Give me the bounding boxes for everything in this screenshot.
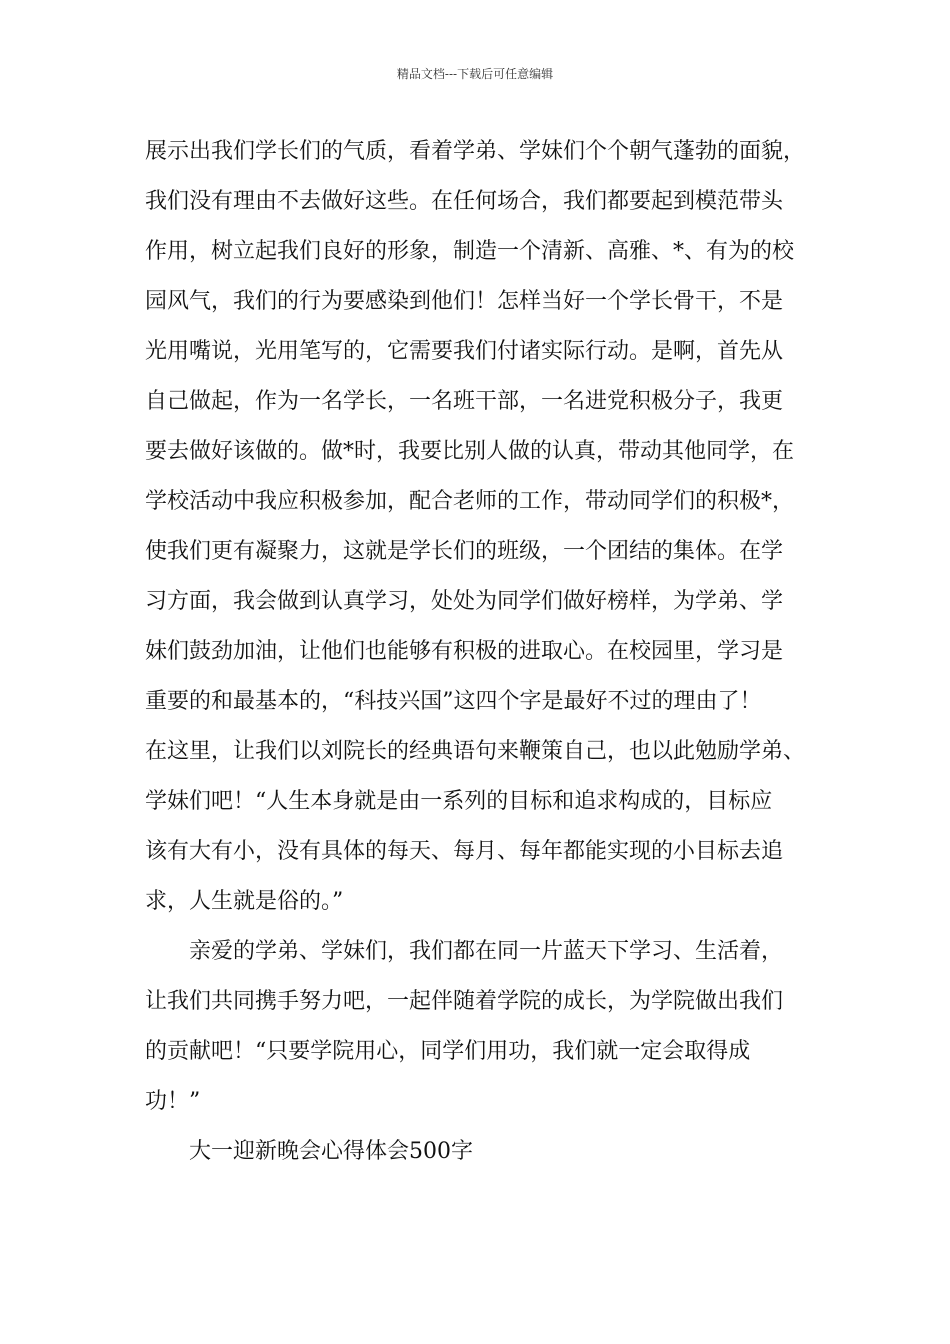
body-line: 让我们共同携手努力吧，一起伴随着学院的成长，为学院做出我们: [145, 989, 784, 1014]
body-line: 妹们鼓劲加油，让他们也能够有积极的进取心。在校园里，学习是: [145, 639, 784, 664]
page-header: 精品文档---下载后可任意编辑: [396, 67, 554, 81]
body-line: 学妹们吧！“人生本身就是由一系列的目标和追求构成的，目标应: [145, 789, 773, 814]
body-line: 使我们更有凝聚力，这就是学长们的班级，一个团结的集体。在学: [145, 539, 784, 564]
body-line: 园风气，我们的行为要感染到他们！怎样当好一个学长骨干，不是: [145, 289, 784, 314]
body-line: 要去做好该做的。做*时，我要比别人做的认真，带动其他同学，在: [145, 439, 795, 464]
body-line: 功！”: [145, 1089, 201, 1114]
body-line: 该有大有小，没有具体的每天、每月、每年都能实现的小目标去追: [145, 839, 784, 864]
body-line: 学校活动中我应积极参加，配合老师的工作，带动同学们的积极*，: [145, 489, 795, 514]
document-body: [145, 127, 835, 1177]
section-heading: 大一迎新晚会心得体会500字: [189, 1139, 473, 1164]
body-line: 亲爱的学弟、学妹们，我们都在同一片蓝天下学习、生活着，: [189, 939, 784, 964]
body-line: 作用，树立起我们良好的形象，制造一个清新、高雅、*、有为的校: [145, 239, 795, 264]
body-line: 光用嘴说，光用笔写的，它需要我们付诸实际行动。是啊，首先从: [145, 339, 784, 364]
body-line: 习方面，我会做到认真学习，处处为同学们做好榜样，为学弟、学: [145, 589, 784, 614]
body-line: 我们没有理由不去做好这些。在任何场合，我们都要起到模范带头: [145, 189, 784, 214]
body-line: 求，人生就是俗的。”: [145, 889, 344, 914]
body-line: 展示出我们学长们的气质，看着学弟、学妹们个个朝气蓬勃的面貌，: [145, 139, 806, 164]
body-line: 在这里，让我们以刘院长的经典语句来鞭策自己，也以此勉励学弟、: [145, 739, 806, 764]
body-line: 的贡献吧！“只要学院用心，同学们用功，我们就一定会取得成: [145, 1039, 751, 1064]
body-line: 重要的和最基本的，“科技兴国”这四个字是最好不过的理由了！: [145, 689, 762, 714]
body-line: 自己做起，作为一名学长，一名班干部，一名进党积极分子，我更: [145, 389, 784, 414]
